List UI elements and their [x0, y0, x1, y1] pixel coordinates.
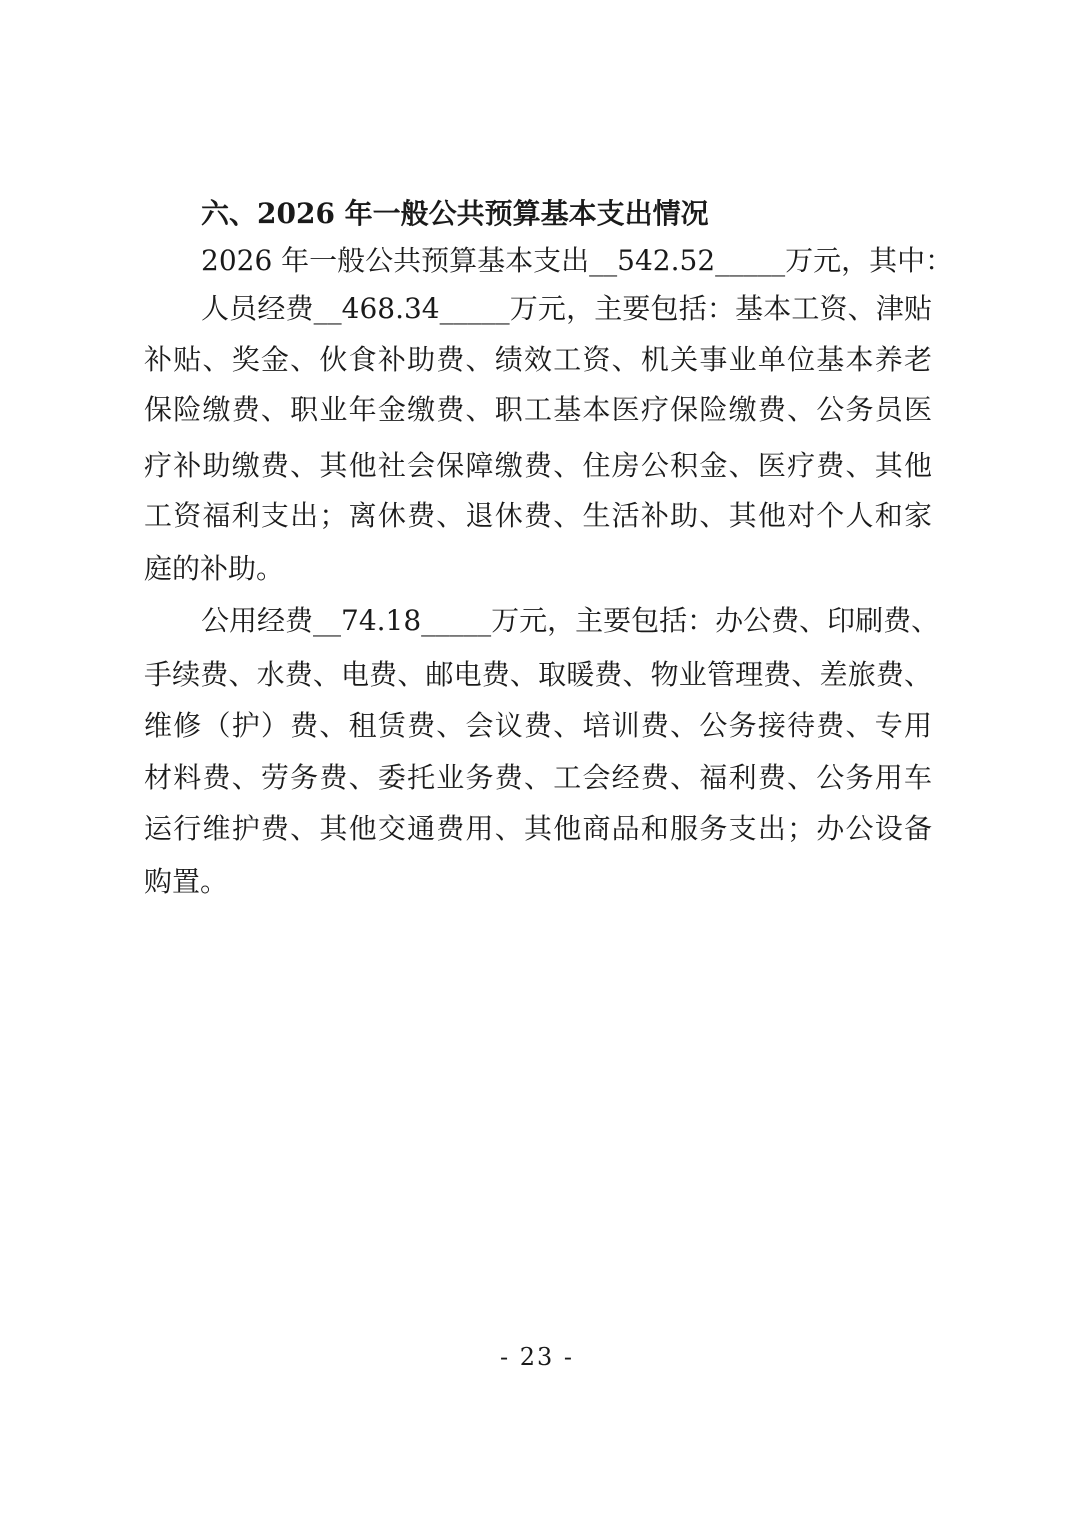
public-line-5: 运行维护费、其他交通费用、其他商品和服务支出；办公设备 [144, 812, 932, 845]
public-line-4: 材料费、劳务费、委托业务费、工会经费、福利费、公务用车 [144, 761, 932, 794]
personnel-line-6: 庭的补助。 [144, 552, 285, 585]
personnel-line-5: 工资福利支出；离休费、退休费、生活补助、其他对个人和家 [144, 499, 932, 532]
public-line-1: 公用经费__74.18_____万元，主要包括：办公费、印刷费、 [201, 604, 940, 637]
summary-line: 2026 年一般公共预算基本支出__542.52_____万元，其中： [201, 244, 954, 277]
public-line-2: 手续费、水费、电费、邮电费、取暖费、物业管理费、差旅费、 [144, 658, 932, 691]
public-line-3: 维修（护）费、租赁费、会议费、培训费、公务接待费、专用 [144, 709, 932, 742]
personnel-line-4: 疗补助缴费、其他社会保障缴费、住房公积金、医疗费、其他 [144, 449, 932, 482]
public-line-6: 购置。 [144, 865, 229, 898]
page-number: - 23 - [499, 1343, 574, 1371]
personnel-line-2: 补贴、奖金、伙食补助费、绩效工资、机关事业单位基本养老 [144, 343, 932, 376]
personnel-line-3: 保险缴费、职业年金缴费、职工基本医疗保险缴费、公务员医 [144, 393, 932, 426]
personnel-line-1: 人员经费__468.34_____万元，主要包括：基本工资、津贴 [201, 292, 932, 325]
section-heading: 六、2026 年一般公共预算基本支出情况 [201, 197, 709, 230]
